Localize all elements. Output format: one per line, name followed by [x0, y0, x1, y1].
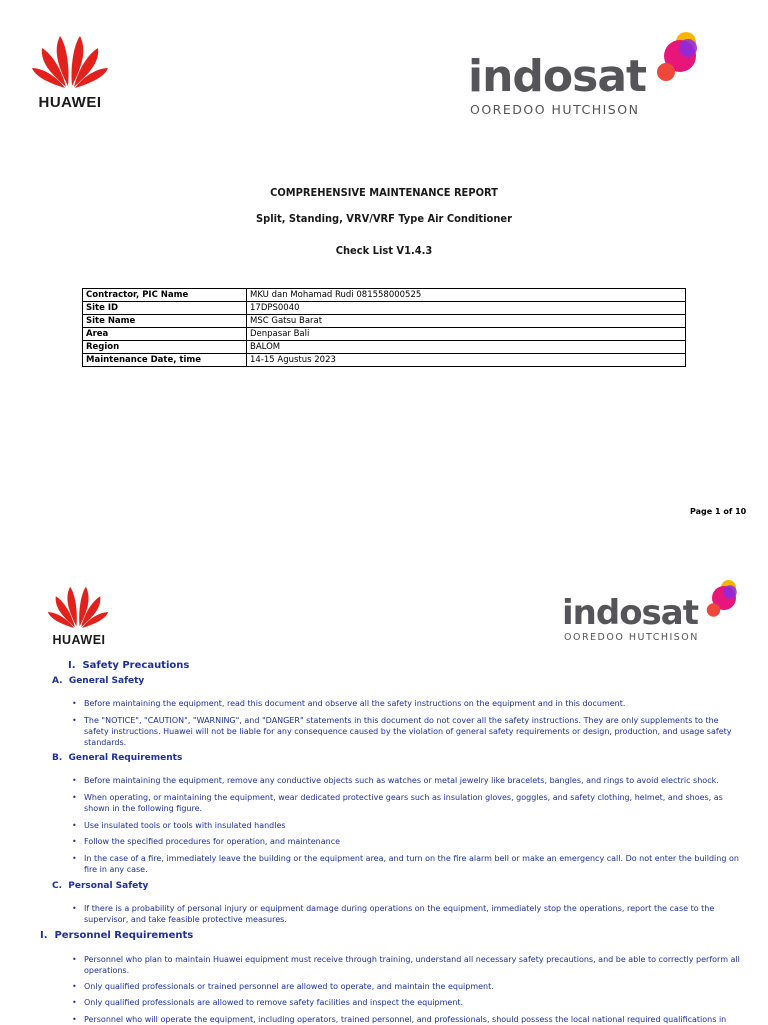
- row-label: Site ID: [83, 302, 247, 315]
- subsection-heading: A. General Safety: [52, 676, 145, 686]
- huawei-wordmark: HUAWEI: [38, 94, 102, 111]
- list-item: • Personnel who will operate the equipment, including operators, trained personnel, and professionals, should possess the local national required qualifications in: [72, 1015, 727, 1024]
- list-item: • If there is a probability of personal injury or equipment damage during operations on the equipment, immediately stop the operations, report the case to the supervisor, and take feasible protective measures.: [72, 904, 715, 924]
- list-item: • Only qualified professionals or trained personnel are allowed to operate, and maintain the equipment.: [72, 982, 494, 991]
- indosat-circles-icon: [648, 30, 704, 90]
- row-value: MSC Gatsu Barat: [247, 315, 686, 328]
- section-heading: I. Personnel Requirements: [40, 930, 194, 941]
- row-label: Region: [83, 341, 247, 354]
- row-value: 14-15 Agustus 2023: [247, 354, 686, 367]
- list-item: • Before maintaining the equipment, remove any conductive objects such as watches or metal jewelry like bracelets, bangles, and rings to avoid electric shock.: [72, 776, 719, 785]
- indosat-wordmark: indosat: [468, 51, 647, 102]
- table-row: [83, 289, 686, 302]
- row-value: BALOM: [247, 341, 686, 354]
- huawei-petals-icon: [46, 582, 110, 628]
- huawei-logo: [34, 582, 124, 647]
- indosat-logo: [562, 578, 742, 646]
- list-item: • Before maintaining the equipment, read this document and observe all the safety instructions on the equipment and in this document.: [72, 699, 626, 708]
- table-row: [83, 315, 686, 328]
- indosat-circles-icon: [700, 578, 742, 624]
- row-value: MKU dan Mohamad Rudi 081558000525: [247, 289, 686, 302]
- list-item: • The "NOTICE", "CAUTION", "WARNING", and "DANGER" statements in this document do not cover all the safety instructions. They are only supplements to the safety instructions. Huawei will not be liable for any consequence caused by the violation of general safety requirements or design, production, and usage safety standards.: [72, 716, 732, 747]
- site-info-table: [82, 288, 686, 367]
- indosat-subtitle: OOREDOO HUTCHISON: [564, 632, 699, 643]
- row-label: Area: [83, 328, 247, 341]
- subsection-heading: B. General Requirements: [52, 753, 183, 763]
- checklist-version: Check List V1.4.3: [335, 244, 433, 257]
- report-title: COMPREHENSIVE MAINTENANCE REPORT: [270, 186, 498, 199]
- subsection-heading: C. Personal Safety: [52, 881, 149, 891]
- list-item: • In the case of a fire, immediately leave the building or the equipment area, and turn on the fire alarm bell or make an emergency call. Do not enter the building on fire in any case.: [72, 854, 739, 874]
- indosat-subtitle: OOREDOO HUTCHISON: [470, 102, 640, 117]
- row-label: Site Name: [83, 315, 247, 328]
- report-subtitle: Split, Standing, VRV/VRF Type Air Conditioner: [255, 212, 512, 225]
- row-value: Denpasar Bali: [247, 328, 686, 341]
- row-label: Maintenance Date, time: [83, 354, 247, 367]
- section-heading: I. Safety Precautions: [68, 660, 190, 671]
- list-item: • Only qualified professionals are allowed to remove safety facilities and inspect the equipment.: [72, 998, 464, 1007]
- indosat-logo: [468, 30, 708, 120]
- huawei-petals-icon: [30, 30, 110, 88]
- huawei-wordmark: HUAWEI: [52, 633, 106, 647]
- table-row: [83, 302, 686, 315]
- table-row: [83, 354, 686, 367]
- page-number: Page 1 of 10: [690, 507, 747, 516]
- list-item: • Follow the specified procedures for operation, and maintenance: [72, 837, 341, 846]
- huawei-logo: [20, 30, 120, 111]
- list-item: • When operating, or maintaining the equipment, wear dedicated protective gears such as insulation gloves, goggles, and safety clothing, helmet, and shoes, as shown in the following figure.: [72, 793, 723, 813]
- table-row: [83, 328, 686, 341]
- indosat-wordmark: indosat: [562, 593, 698, 633]
- row-value: 17DPS0040: [247, 302, 686, 315]
- list-item: • Use insulated tools or tools with insulated handles: [72, 821, 286, 830]
- row-label: Contractor, PIC Name: [83, 289, 247, 302]
- list-item: • Personnel who plan to maintain Huawei equipment must receive through training, understand all necessary safety precautions, and be able to correctly perform all operations.: [72, 955, 740, 975]
- table-row: [83, 341, 686, 354]
